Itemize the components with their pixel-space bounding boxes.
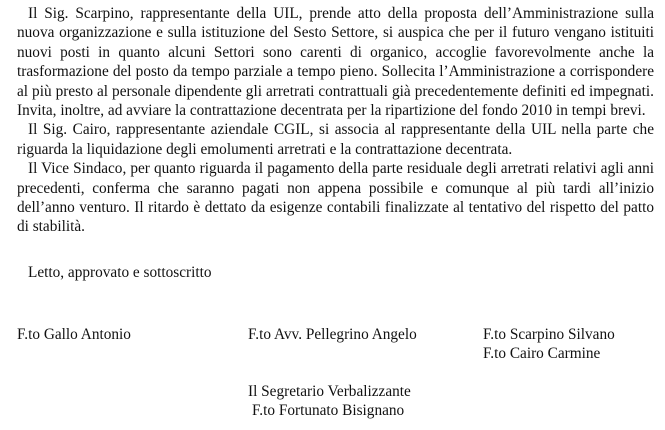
signature-cairo: F.to Cairo Carmine	[483, 345, 601, 362]
secretary-title: Il Segretario Verbalizzante	[248, 383, 411, 400]
secretary-signature: F.to Fortunato Bisignano	[252, 402, 405, 419]
paragraph-cgil-statement: Il Sig. Cairo, rappresentante aziendale CGIL, si associa al rappresentante della UIL nella parte che riguarda la liquidazione degli emolumenti arretrati e la contrattazione decentrata.	[17, 121, 654, 158]
signature-pellegrino: F.to Avv. Pellegrino Angelo	[248, 326, 417, 343]
signature-scarpino: F.to Scarpino Silvano	[483, 326, 615, 343]
signature-gallo: F.to Gallo Antonio	[17, 326, 131, 343]
minutes-body	[17, 4, 654, 237]
paragraph-uil-statement: Il Sig. Scarpino, rappresentante della UIL, prende atto della proposta dell’Amministrazione sulla nuova organizzazione e sulla istituzione del Sesto Settore, si auspica che per il futuro vengano istituiti nuovi posti in quanto alcuni Settori sono carenti di organico, accoglie favorevolmente anche la trasformazione del posto da tempo parziale a tempo pieno. Sollecita l’Amministrazione a corrispondere al più presto al personale dipendente gli arretrati contrattuali già precedentemente definiti ed impegnati. Invita, inoltre, ad avviare la contrattazione decentrata per la ripartizione del fondo 2010 in tempi brevi.	[17, 5, 654, 120]
paragraph-vice-mayor-reply: Il Vice Sindaco, per quanto riguarda il pagamento della parte residuale degli arretrati relativi agli anni precedenti, conferma che saranno pagati non appena possibile e comunque al più tardi all’inizio dell’anno venturo. Il ritardo è dettato da esigenze contabili finalizzate al tentativo del rispetto del patto di stabilità.	[17, 160, 654, 236]
secretary-block	[248, 382, 411, 420]
closing-formula: Letto, approvato e sottoscritto	[28, 264, 212, 281]
